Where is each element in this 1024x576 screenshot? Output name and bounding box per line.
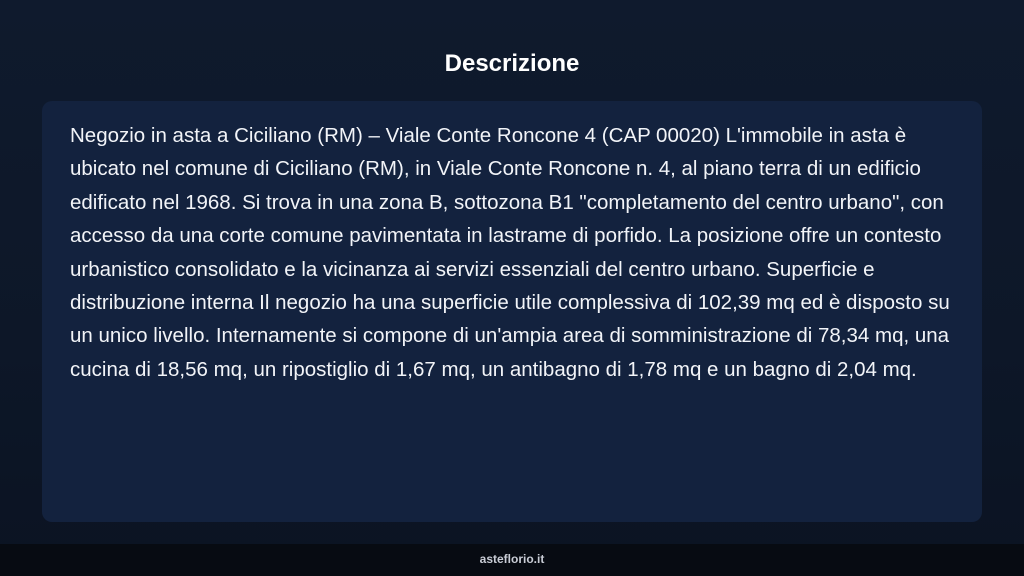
description-text: Negozio in asta a Ciciliano (RM) – Viale Conte Roncone 4 (CAP 00020) L'immobile in asta è ubicato nel comune di Ciciliano (RM), in Viale Conte Roncone n. 4, al piano terra di un edificio edificato nel 1968. Si trova in una zona B, sottozona B1 "completamento del centro urbano", con accesso da una corte comune pavimentata in lastrame di porfido. La posizione offre un contesto urbanistico consolidato e la vicinanza ai servizi essenziali del centro urbano. Superficie e distribuzione interna Il negozio ha una superficie utile complessiva di 102,39 mq ed è disposto su un unico livello. Internamente si compone di un'ampia area di somministrazione di 78,34 mq, una cucina di 18,56 mq, un ripostiglio di 1,67 mq, un antibagno di 1,78 mq e un bagno di 2,04 mq.	[70, 124, 950, 381]
footer-site-link[interactable]: asteflorio.it	[479, 552, 545, 566]
description-card	[42, 101, 982, 522]
page-title: Descrizione	[444, 50, 580, 77]
footer-bar	[0, 544, 1024, 576]
